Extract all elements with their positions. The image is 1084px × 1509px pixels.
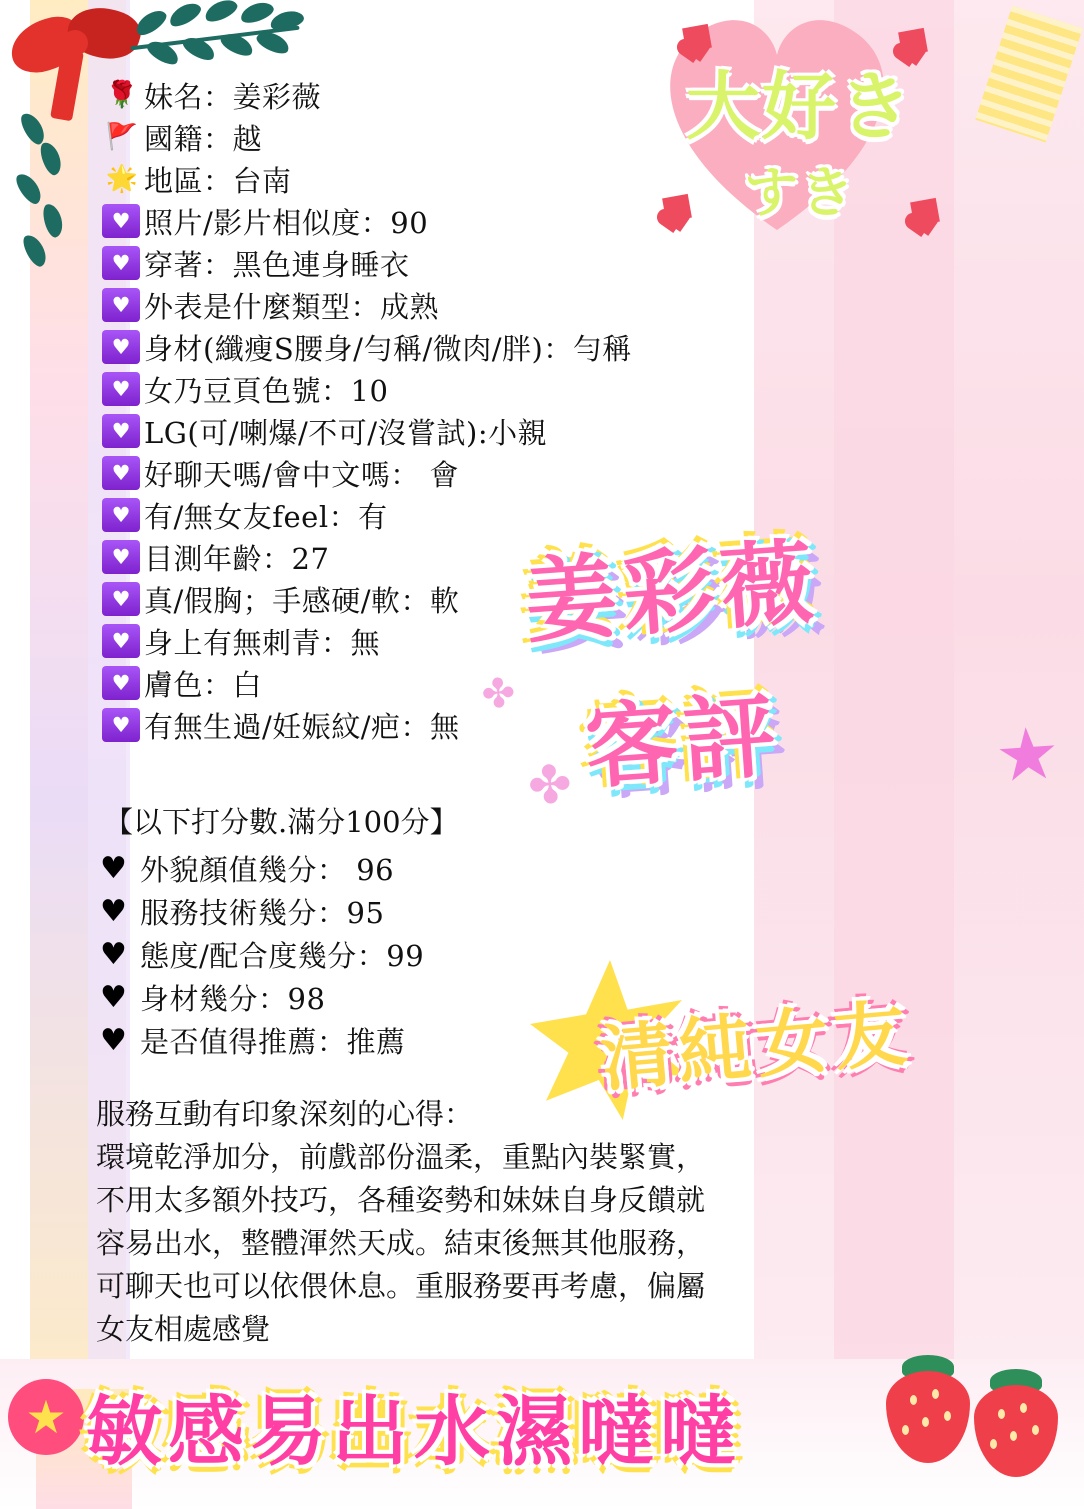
review-line: 不用太多額外技巧，各種姿勢和妹妹自身反饋就: [96, 1183, 706, 1217]
name-art-line1: 姜彩薇: [521, 527, 823, 656]
leaf-left-icon: [12, 120, 82, 270]
profile-row-text: 目測年齡：27: [144, 541, 330, 576]
profile-row-text: LG(可/喇爆/不可/沒嘗試):小親: [144, 415, 548, 450]
rose-icon: 🌹: [105, 80, 139, 110]
profile-row-text: 穿著：黑色連身睡衣: [144, 247, 410, 282]
purple-heart-icon: ♥: [102, 288, 140, 322]
burst-label: 清純女友: [597, 989, 916, 1102]
purple-heart-icon: ♥: [102, 372, 140, 406]
purple-heart-icon: ♥: [102, 330, 140, 364]
profile-row-text: 身材(纖瘦S腰身/勻稱/微肉/胖)：勻稱: [144, 331, 632, 366]
score-title: 【以下打分數.滿分100分】: [104, 805, 459, 839]
profile-row-text: 國籍：越: [144, 121, 263, 156]
profile-row-text: 膚色：白: [144, 667, 263, 702]
bottom-banner-text: 敏感易出水濕噠噠: [86, 1387, 742, 1476]
purple-heart-icon: ♥: [102, 414, 140, 448]
list-item: [100, 200, 720, 242]
black-heart-icon: ♥: [100, 936, 127, 972]
heart-sticker-line2: すき: [744, 161, 856, 224]
list-item: [100, 847, 720, 890]
review-heading: 服務互動有印象深刻的心得：: [96, 1097, 474, 1131]
list-item: [100, 890, 720, 933]
flag-icon: 🚩: [105, 122, 139, 152]
review-text: [96, 1093, 896, 1351]
profile-row-text: 妹名：姜彩薇: [144, 79, 322, 114]
black-heart-icon: ♥: [100, 1022, 127, 1058]
mini-heart-icon: [682, 24, 712, 52]
score-row-text: 身材幾分：98: [140, 982, 326, 1016]
profile-row-text: 女乃豆頁色號：10: [144, 373, 389, 408]
heart-sticker-line1: 大好き: [686, 64, 914, 150]
leaf-spray-icon: [120, 0, 310, 70]
purple-heart-icon: ♥: [102, 498, 140, 532]
score-row-text: 外貌顏值幾分： 96: [140, 853, 395, 887]
score-row-text: 是否值得推薦：推薦: [140, 1025, 406, 1059]
purple-heart-icon: ♥: [102, 666, 140, 700]
list-item: [100, 284, 720, 326]
list-item: [100, 158, 720, 200]
review-line: 容易出水，整體渾然天成。結束後無其他服務，: [96, 1226, 706, 1260]
profile-row-text: 真/假胸；手感硬/軟：軟: [144, 583, 460, 618]
purple-heart-icon: ♥: [102, 204, 140, 238]
mini-heart-icon: [910, 198, 940, 226]
strawberry-icon: [968, 1363, 1064, 1479]
purple-heart-icon: ♥: [102, 540, 140, 574]
score-row-text: 態度/配合度幾分：99: [140, 939, 425, 973]
profile-row-text: 有/無女友feel：有: [144, 499, 388, 534]
list-item: [100, 368, 720, 410]
profile-row-text: 好聊天嗎/會中文嗎： 會: [144, 457, 459, 492]
purple-heart-icon: ♥: [102, 582, 140, 616]
review-line: 女友相處感覺: [96, 1312, 271, 1346]
list-item: [100, 242, 720, 284]
sparkle-icon: ✤: [526, 754, 574, 818]
name-art-sticker: [480, 481, 1084, 839]
profile-row-text: 照片/影片相似度：90: [144, 205, 429, 240]
black-heart-icon: ♥: [100, 979, 127, 1015]
bottom-banner: [0, 1357, 1084, 1487]
review-line: 可聊天也可以依偎休息。重服務要再考慮，偏屬: [96, 1269, 706, 1303]
black-heart-icon: ♥: [100, 850, 127, 886]
mini-heart-icon: [898, 28, 928, 56]
star-badge-icon: ★: [8, 1379, 84, 1455]
star-icon: 🌟: [105, 164, 139, 194]
profile-row-text: 外表是什麼類型：成熟: [144, 289, 440, 324]
list-item: [100, 74, 720, 116]
purple-heart-icon: ♥: [102, 246, 140, 280]
black-heart-icon: ♥: [100, 893, 127, 929]
sparkle-icon: ★: [992, 710, 1063, 799]
review-line: 環境乾淨加分，前戲部份溫柔，重點內裝緊實，: [96, 1140, 706, 1174]
profile-row-text: 地區：台南: [144, 163, 292, 198]
profile-row-text: 有無生過/妊娠紋/疤：無: [144, 709, 460, 744]
sparkle-icon: ✤: [480, 670, 517, 719]
strawberry-icon: [880, 1349, 976, 1465]
profile-row-text: 身上有無刺青：無: [144, 625, 381, 660]
list-item: [100, 116, 720, 158]
list-item: [100, 410, 720, 452]
list-item: [100, 326, 720, 368]
purple-heart-icon: ♥: [102, 624, 140, 658]
purple-heart-icon: ♥: [102, 456, 140, 490]
list-item: [100, 452, 720, 494]
purple-heart-icon: ♥: [102, 708, 140, 742]
score-row-text: 服務技術幾分：95: [140, 896, 385, 930]
name-art-line2: 客評: [581, 680, 785, 803]
